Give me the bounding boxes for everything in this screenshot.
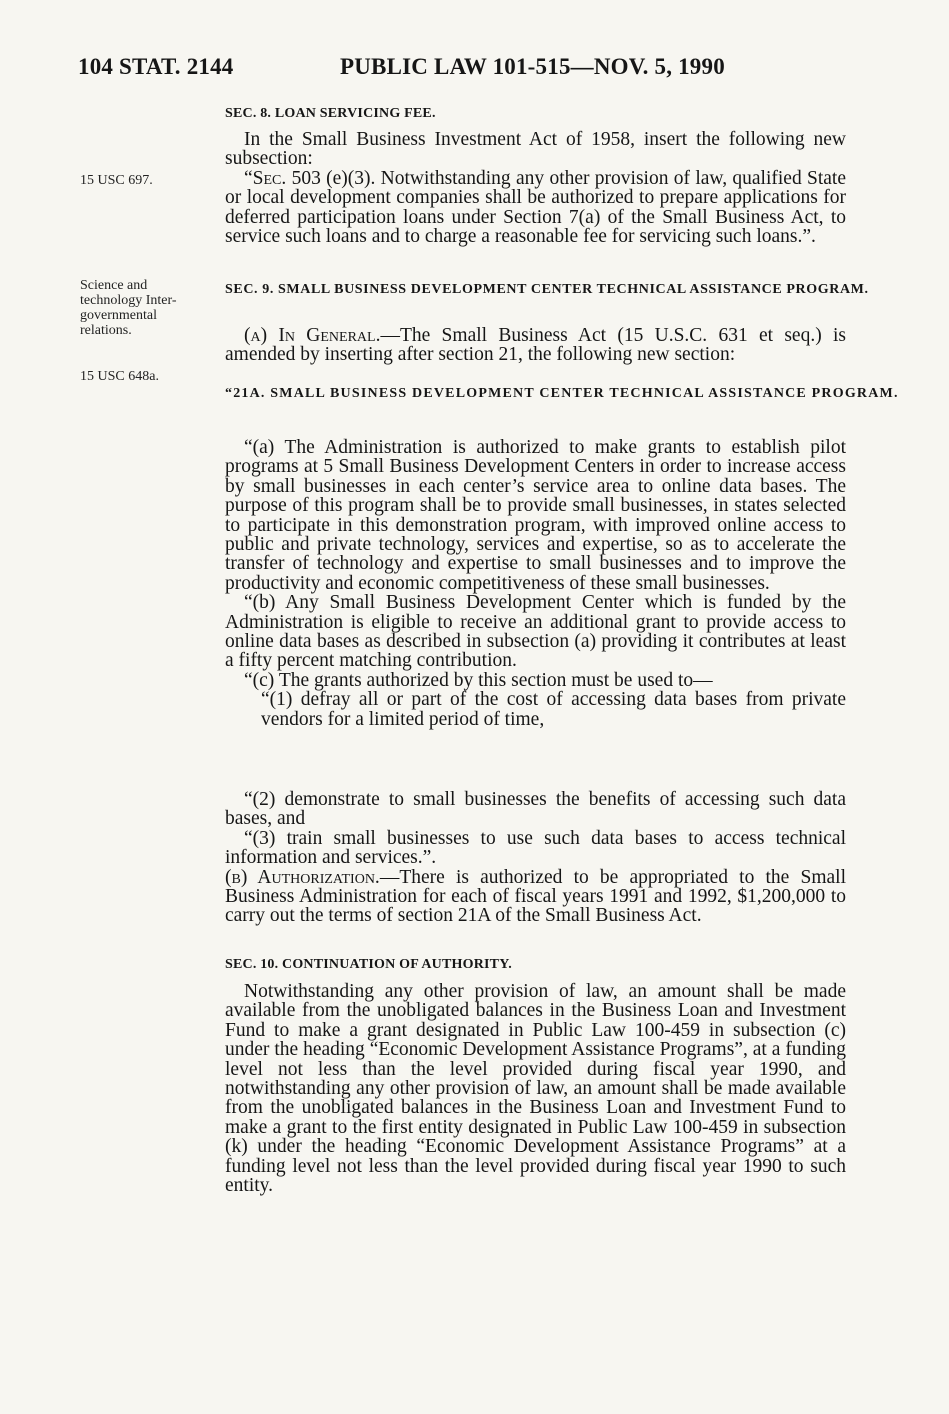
margin-note-usc697: 15 USC 697. <box>80 173 153 188</box>
sec8-quote-body: 503 (e)(3). Notwithstanding any other provision of law, qualified State or local development companies shall be authorized to prepare applications for deferred participation loans under Section 7(a) of the Small Business Act, to service such loans and to charge a reasonable fee for servicing such loans.”. <box>225 167 846 248</box>
sec9-a-text: —The Small Business Act (15 U.S.C. 631 et seq.) is amended by inserting after section 21, the following new section: <box>225 325 846 366</box>
sec9-a-label: (a) In General. <box>244 325 381 346</box>
sec10-body <box>225 982 846 1195</box>
inserted-section-body <box>225 438 846 729</box>
item-2: “(2) demonstrate to small businesses the benefits of accessing such data bases, and <box>225 789 846 830</box>
sec8-heading: SEC. 8. LOAN SERVICING FEE. <box>225 106 436 121</box>
sec9-b-label: (b) Authorization. <box>225 866 380 888</box>
sec9-a-para <box>225 326 846 365</box>
item-1: “(1) defray all or part of the cost of accessing data bases from private vendors for a limited period of time, <box>261 689 846 730</box>
sec9-heading: SEC. 9. SMALL BUSINESS DEVELOPMENT CENTER TECHNICAL ASSISTANCE PROGRAM. <box>225 282 869 297</box>
para-a: “(a) The Administration is authorized to make grants to establish pilot programs at 5 Small Business Development Centers in order to increase access by small businesses in each center’s service area to online data bases. The purpose of this program shall be to provide small businesses, in states selected to participate in this demonstration program, with improved online access to public and private technology, services and expertise, so as to accelerate the transfer of technology and expertise to small businesses and to improve the productivity and economic competitiveness of these small businesses. <box>225 437 846 594</box>
law-title: PUBLIC LAW 101-515—NOV. 5, 1990 <box>340 54 725 79</box>
running-head <box>78 54 849 84</box>
sec10-text: Notwithstanding any other provision of law, an amount shall be made available from the unobligated balances in the Business Loan and Investment Fund to make a grant designated in Public Law 100-459 in subsection (c) under the heading “Economic Development Assistance Programs”, at a funding level not less than the level provided during fiscal year 1990, and notwithstanding any other provision of law, an amount shall be made available from the unobligated balances in the Business Loan and Investment Fund to make a grant to the first entity designated in Public Law 100-459 in subsection (k) under the heading “Economic Development Assistance Programs” at a funding level not less than the level provided during fiscal year 1990 to such entity. <box>225 981 846 1197</box>
sec8-body <box>225 130 846 246</box>
sec8-quote-lead: “Sec. <box>244 167 287 189</box>
sec9-a <box>225 326 846 365</box>
page-number: 104 STAT. 2144 <box>78 54 234 79</box>
sec9-b-para <box>225 868 846 926</box>
para-c: “(c) The grants authorized by this section must be used to— <box>244 669 713 691</box>
item-3: “(3) train small businesses to use such data bases to access technical information and services.”. <box>225 827 846 869</box>
sec9-b-text: —There is authorized to be appropriated to the Small Business Administration for each of fiscal years 1991 and 1992, $1,200,000 to carry out the terms of section 21A of the Small Business Act. <box>225 866 847 927</box>
items-2-3 <box>225 790 846 926</box>
sec8-quote <box>225 169 846 247</box>
para-b: “(b) Any Small Business Development Center which is funded by the Administration is eligible to receive an additional grant to provide access to online data bases as described in subsection (a) providing it contributes at least a fifty percent matching contribution. <box>225 592 846 672</box>
sec8-intro: In the Small Business Investment Act of 1958, insert the following new subsection: <box>225 129 846 170</box>
margin-note-usc648a: 15 USC 648a. <box>80 369 159 384</box>
margin-note-topic: Science and technology Inter-governmental relations. <box>80 278 177 338</box>
inserted-section-heading: “21A. SMALL BUSINESS DEVELOPMENT CENTER TECHNICAL ASSISTANCE PROGRAM. <box>225 386 899 401</box>
sec10-heading: SEC. 10. CONTINUATION OF AUTHORITY. <box>225 957 512 972</box>
